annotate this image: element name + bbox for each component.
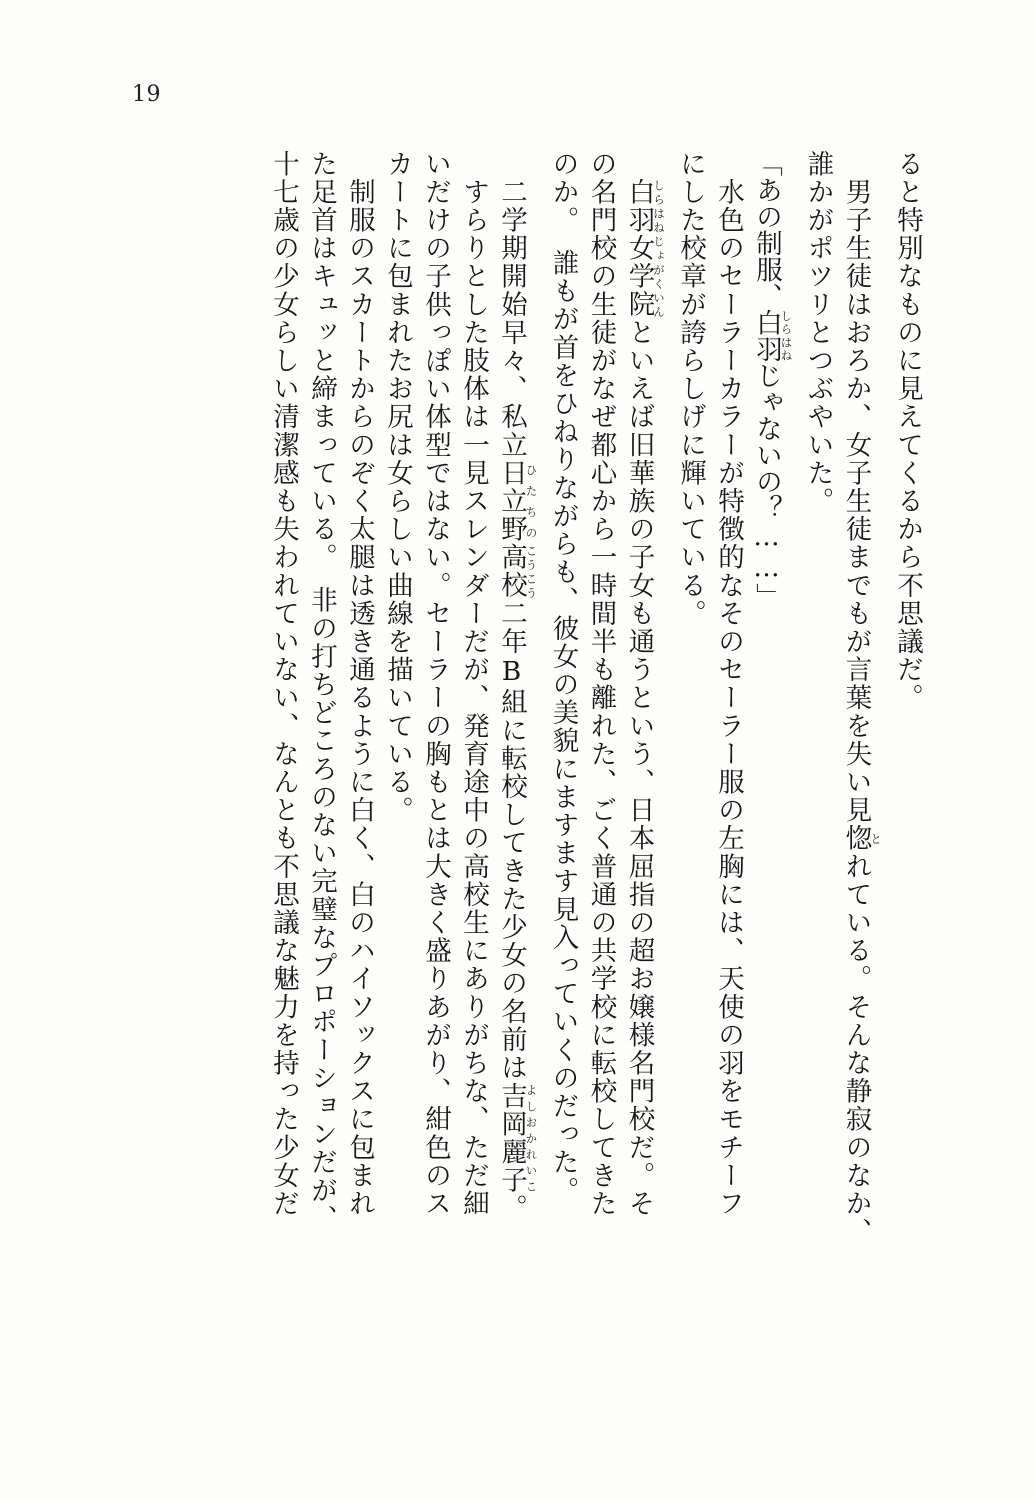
text-line: ると特別なものに見えてくるから不思議だ。 bbox=[892, 150, 923, 712]
text-line: にした校章が誇らしげに輝いている。 bbox=[675, 150, 706, 628]
page-number: 19 bbox=[132, 82, 161, 107]
text-line: カートに包まれたお尻は女らしい曲線を描いている。 bbox=[382, 150, 413, 825]
text-line: 制服のスカートからのぞく太腿は透き通るように白く、白のハイソックスに包まれ bbox=[344, 150, 375, 1218]
text-line: 十七歳の少女らしい清潔感も失われていない、なんとも不思議な魅力を持った少女だ bbox=[268, 150, 299, 1218]
text-line: いだけの子供っぽい体型ではない。セーラーの胸もとは大きく盛りあがり、紺色のス bbox=[420, 150, 451, 1218]
text-line: 男子生徒はおろか、女子生徒までもが言葉を失い見惚とれている。そんな静寂のなか、 bbox=[840, 150, 883, 1246]
text-line: の名門校の生徒がなぜ都心から一時間半も離れた、ごく普通の共学校に転校してきた bbox=[585, 150, 617, 1218]
text-line: た足首はキュッと締まっている。 非の打ちどころのない完璧なプロポーションだが、 bbox=[306, 150, 337, 1233]
text-line: 二学期開始早々、私立日立野ひたちの高校こうこう二年B組に転校してきた少女の名前は吉岡麗子よしおかれいこ。 bbox=[496, 150, 539, 1223]
text-line: 水色のセーラーカラーが特徴的なそのセーラー服の左胸には、天使の羽をモチーフ bbox=[713, 150, 744, 1218]
text-line: 「あの制服、白羽しらはねじゃないの？……」 bbox=[751, 150, 794, 610]
text-line: のか。 誰もが首をひねりながらも、彼女の美貌にますます見入っていくのだった。 bbox=[547, 150, 579, 1205]
vertical-text-body bbox=[70, 150, 923, 1380]
text-line: すらりとした肢体は一見スレンダーだが、発育途中の高校生にありがちな、ただ細 bbox=[458, 150, 489, 1218]
text-line: 白羽女学院しらはねじょがくいんといえば旧華族の子女も通うという、日本屈指の超お嬢様名門校だ。そ bbox=[623, 178, 666, 1218]
text-line: 誰かがポツリとつぶやいた。 bbox=[802, 150, 834, 516]
